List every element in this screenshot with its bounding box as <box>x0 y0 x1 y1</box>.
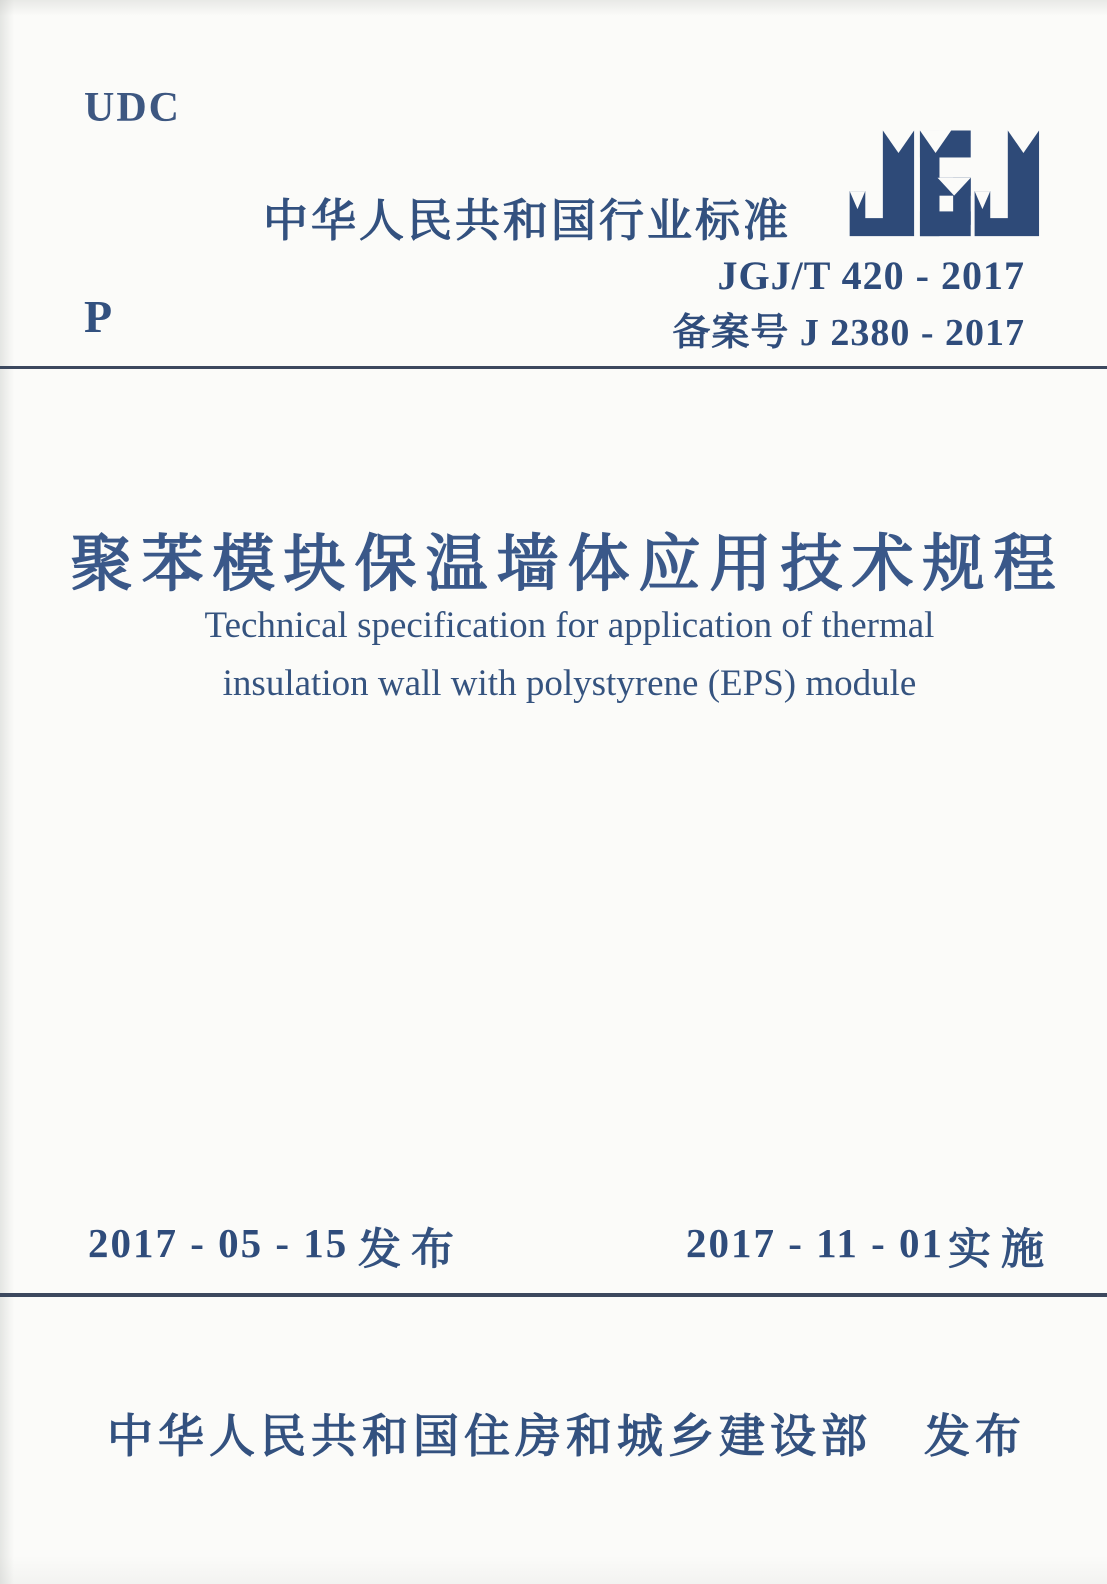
implement-label: 实施 <box>948 1226 1054 1274</box>
udc-label: UDC <box>84 85 181 131</box>
top-divider <box>0 366 1107 369</box>
standard-number: JGJ/T 420 - 2017 <box>717 253 1025 298</box>
issue-date: 2017 - 05 - 15 <box>88 1220 349 1266</box>
page-title-english-line2: insulation wall with polystyrene (EPS) module <box>222 663 917 704</box>
doc-class-label: P <box>84 291 113 342</box>
record-number: 备案号 J 2380 - 2017 <box>672 312 1025 354</box>
jgj-logo <box>836 126 1041 244</box>
jgj-logo-icon <box>836 126 1041 244</box>
standard-class-heading: 中华人民共和国行业标准 <box>263 195 792 246</box>
publish-action-label: 发布 <box>924 1410 1026 1462</box>
publisher-row <box>13 1400 1107 1466</box>
page-title-english-line1: Technical specification for application of thermal <box>204 605 935 646</box>
implement-date: 2017 - 11 - 01 <box>686 1220 945 1266</box>
page-title-chinese: 聚苯模块保温墙体应用技术规程 <box>70 530 1065 599</box>
bottom-divider <box>0 1293 1107 1297</box>
publisher-name: 中华人民共和国住房和城乡建设部 <box>107 1410 872 1462</box>
issue-label: 发布 <box>358 1226 464 1274</box>
